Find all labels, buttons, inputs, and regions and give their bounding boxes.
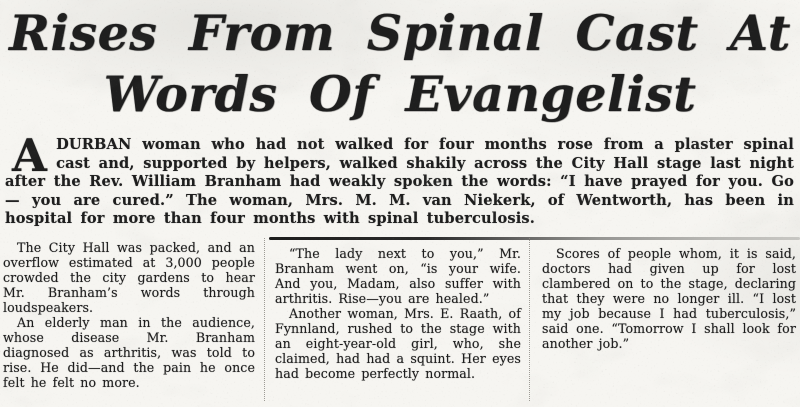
- column-2-paragraph-1: “The lady next to you,” Mr. Branham went on, “is your wife. And you, Madam, also suffer with arthritis. Rise—you are healed.”: [275, 245, 521, 306]
- column-2: [266, 238, 528, 401]
- lead-paragraph: [5, 129, 794, 229]
- lead-text: DURBAN woman who had not walked for four months rose from a plaster spinal cast and, supported by helpers, walked shakily across the City Hall stage last night after the Rev. William Branham had weakly spoken the words: “I have prayed for you. Go — you are cured.” The woman, Mrs. M. M. van Niekerk, of Wentworth, has been in hospital for more than four months with spinal tuberculosis.: [5, 136, 794, 228]
- article-headline: [4, 3, 796, 125]
- column-1-paragraph-1: The City Hall was packed, and an overflow estimated at 3,000 people crowded the city gardens to hear Mr. Branham’s words through loudspeakers.: [3, 239, 255, 315]
- column-divider-2: [529, 238, 530, 401]
- headline-line-1: Rises From Spinal Cast At: [9, 4, 791, 62]
- dropcap-letter: A: [12, 129, 48, 182]
- article-columns: [0, 238, 800, 401]
- column-1-paragraph-2: An elderly man in the audience, whose disease Mr. Branham diagnosed as arthritis, was told to rise. He did—and the pain he once felt he felt no more.: [3, 314, 255, 390]
- column-2-paragraph-2: Another woman, Mrs. E. Raath, of Fynnland, rushed to the stage with an eight-year-old girl, who, she claimed, had had a squint. Her eyes had become perfectly normal.: [275, 305, 521, 381]
- column-1: [0, 238, 263, 401]
- column-3-paragraph-1: Scores of people whom, it is said, doctors had given up for lost clambered on to the stage, declaring that they were no longer ill. “I lost my job because I had tuberculosis,” said one. “Tomorrow I shall look for another job.”: [542, 245, 796, 351]
- headline-line-2: Words Of Evangelist: [103, 65, 697, 123]
- column-3: [531, 238, 800, 401]
- column-divider-1: [264, 238, 265, 401]
